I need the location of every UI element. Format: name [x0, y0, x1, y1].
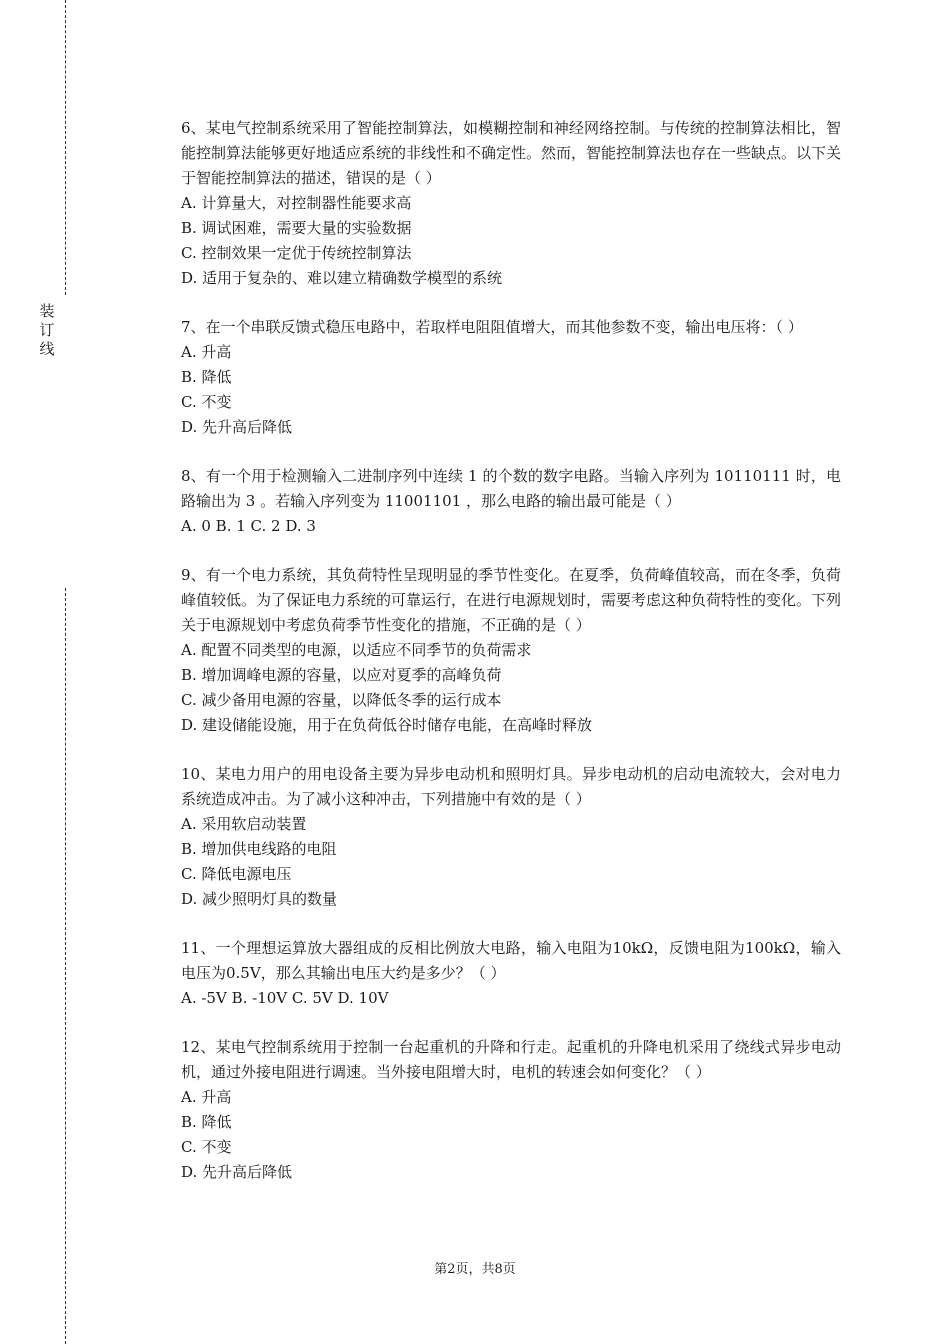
- option-a: A. 升高: [181, 1088, 232, 1106]
- binding-line-bottom: [65, 588, 66, 1344]
- option-b: B. 调试困难，需要大量的实验数据: [181, 219, 412, 237]
- option-b: B. 降低: [181, 1113, 232, 1131]
- question-6: [181, 116, 841, 291]
- option-a: A. 计算量大，对控制器性能要求高: [181, 194, 412, 212]
- options-inline: A. -5V B. -10V C. 5V D. 10V: [181, 989, 389, 1007]
- option-c: C. 减少备用电源的容量，以降低冬季的运行成本: [181, 691, 502, 709]
- question-11: [181, 936, 841, 1011]
- binding-line-top: [65, 0, 66, 295]
- option-d: D. 减少照明灯具的数量: [181, 890, 338, 908]
- option-c: C. 控制效果一定优于传统控制算法: [181, 244, 412, 262]
- option-d: D. 适用于复杂的、难以建立精确数学模型的系统: [181, 269, 503, 287]
- question-stem: 7、在一个串联反馈式稳压电路中，若取样电阻阻值增大，而其他参数不变，输出电压将：（ ）: [181, 318, 803, 336]
- option-d: D. 先升高后降低: [181, 1163, 293, 1181]
- option-c: C. 不变: [181, 1138, 232, 1156]
- page-footer: 第2页，共8页: [434, 1262, 516, 1277]
- question-stem: 10、某电力用户的用电设备主要为异步电动机和照明灯具。异步电动机的启动电流较大，会对电力系统造成冲击。为了减小这种冲击，下列措施中有效的是（ ）: [181, 765, 841, 808]
- option-d: D. 建设储能设施，用于在负荷低谷时储存电能，在高峰时释放: [181, 716, 593, 734]
- options-inline: A. 0 B. 1 C. 2 D. 3: [181, 517, 316, 535]
- question-stem: 9、有一个电力系统，其负荷特性呈现明显的季节性变化。在夏季，负荷峰值较高，而在冬季，负荷峰值较低。为了保证电力系统的可靠运行，在进行电源规划时，需要考虑这种负荷特性的变化。下列关于电源规划中考虑负荷季节性变化的措施，不正确的是（ ）: [181, 566, 842, 634]
- binding-char: 装: [39, 302, 55, 320]
- question-stem: 8、有一个用于检测输入二进制序列中连续 1 的个数的数字电路。当输入序列为 10110111 时，电路输出为 3 。若输入序列变为 11001101 ，那么电路的输出最可能是（ ）: [181, 467, 841, 510]
- option-b: B. 降低: [181, 368, 232, 386]
- question-list: [181, 116, 841, 1209]
- binding-char: 订: [39, 321, 55, 339]
- option-d: D. 先升高后降低: [181, 418, 293, 436]
- option-b: B. 增加调峰电源的容量，以应对夏季的高峰负荷: [181, 666, 502, 684]
- option-c: C. 不变: [181, 393, 232, 411]
- question-stem: 11、一个理想运算放大器组成的反相比例放大电路，输入电阻为10kΩ，反馈电阻为100kΩ，输入电压为0.5V，那么其输出电压大约是多少？（ ）: [181, 939, 841, 982]
- question-8: [181, 464, 841, 539]
- binding-label: [36, 302, 58, 359]
- option-b: B. 增加供电线路的电阻: [181, 840, 337, 858]
- option-a: A. 升高: [181, 343, 232, 361]
- question-stem: 12、某电气控制系统用于控制一台起重机的升降和行走。起重机的升降电机采用了绕线式异步电动机，通过外接电阻进行调速。当外接电阻增大时，电机的转速会如何变化？（ ）: [181, 1038, 841, 1081]
- question-7: [181, 315, 841, 440]
- question-12: [181, 1035, 841, 1185]
- option-a: A. 采用软启动装置: [181, 815, 307, 833]
- question-stem: 6、某电气控制系统采用了智能控制算法，如模糊控制和神经网络控制。与传统的控制算法相比，智能控制算法能够更好地适应系统的非线性和不确定性。然而，智能控制算法也存在一些缺点。以下关于智能控制算法的描述，错误的是（ ）: [181, 119, 842, 187]
- option-c: C. 降低电源电压: [181, 865, 292, 883]
- binding-char: 线: [39, 340, 55, 358]
- question-9: [181, 563, 841, 738]
- option-a: A. 配置不同类型的电源，以适应不同季节的负荷需求: [181, 641, 532, 659]
- question-10: [181, 762, 841, 912]
